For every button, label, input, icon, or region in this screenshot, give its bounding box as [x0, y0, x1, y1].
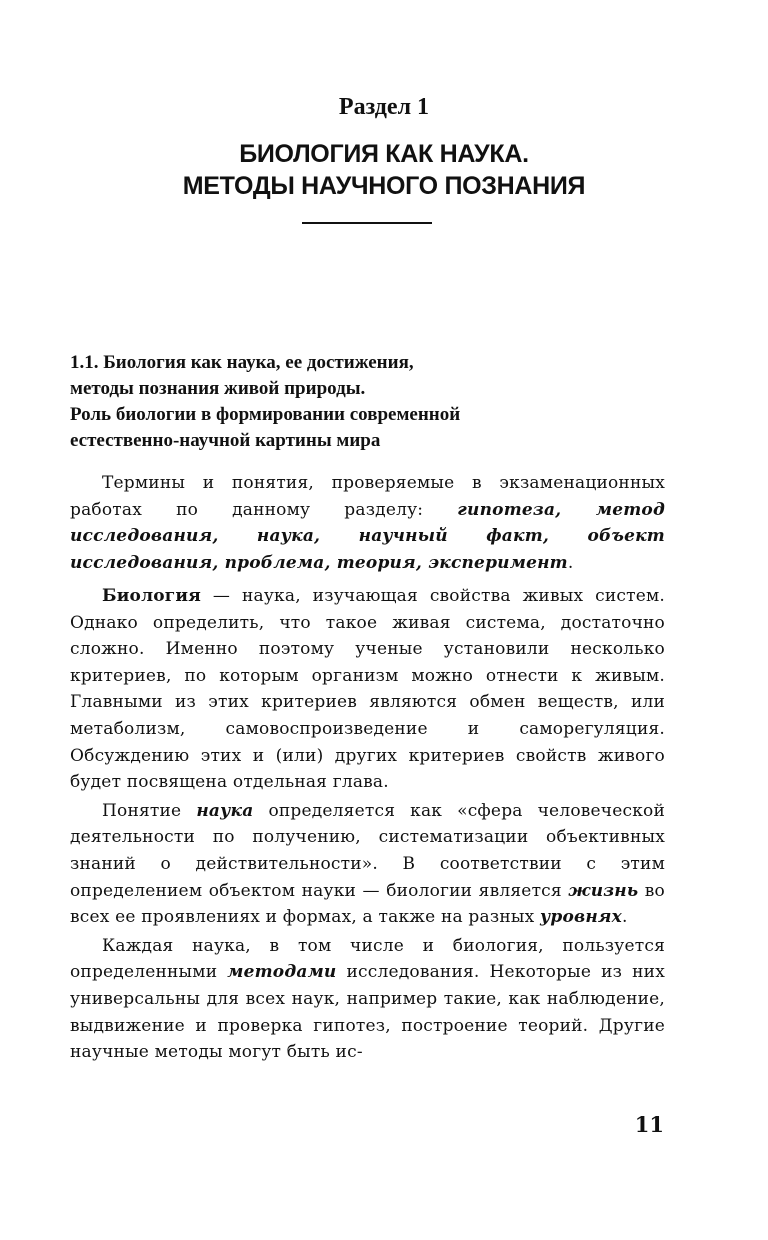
- term-levels: уровнях: [539, 907, 623, 928]
- section-title-line-2: МЕТОДЫ НАУЧНОГО ПОЗНАНИЯ: [182, 172, 586, 200]
- subsection-heading-line-1: 1.1. Биология как наука, ее достижения,: [70, 352, 414, 373]
- subsection-heading-line-2: методы познания живой природы.: [70, 378, 366, 399]
- key-terms-paragraph: [70, 470, 665, 576]
- key-terms-lead: Термины и понятия, проверяемые в экзаменационных работах по данному разделу:: [70, 473, 665, 520]
- section-title: [0, 138, 768, 202]
- paragraph-science-text-3: во всех ее проявлениях и формах, а также на разных: [70, 880, 665, 928]
- paragraph-methods-text-2: исследования. Некоторые из них универсальны для всех наук, например такие, как наблюдение, выдвижение и проверка гипотез, построение теорий. Другие научные методы могут быть ис-: [70, 962, 665, 1063]
- paragraph-methods-text-1: Каждая наука, в том числе и биология, пользуется определенными: [70, 935, 665, 983]
- key-terms-list: гипотеза, метод исследования, наука, научный факт, объект исследования, проблема, теория, эксперимент: [70, 499, 665, 573]
- term-life: жизнь: [568, 880, 639, 901]
- paragraph-science: [70, 798, 665, 931]
- subsection-heading-line-4: естественно-научной картины мира: [70, 430, 381, 451]
- paragraph-science-text-4: .: [622, 907, 628, 928]
- section-title-line-1: БИОЛОГИЯ КАК НАУКА.: [239, 140, 529, 168]
- key-terms-end: .: [567, 552, 574, 573]
- term-biology: Биология: [102, 586, 201, 606]
- paragraph-biology-text: — наука, изучающая свойства живых систем. Однако определить, что такое живая система, достаточно сложно. Именно поэтому ученые установили несколько критериев, по которым организм можно отнести к живым. Главными из этих критериев являются обмен веществ, или метаболизм, самовоспроизведение и саморегуляция. Обсуждению этих и (или) других критериев свойств живого будет посвящена отдельная глава.: [70, 586, 665, 793]
- term-science: наука: [196, 800, 254, 821]
- title-divider: [302, 222, 432, 224]
- key-terms-text: [70, 470, 665, 576]
- paragraph-science-text-2: определяется как «сфера человеческой деятельности по получению, систематизации объективных знаний о действительности». В соответствии с этим определением объектом науки — биологии является: [70, 800, 665, 901]
- paragraph-biology: [70, 583, 665, 796]
- paragraph-methods: [70, 933, 665, 1066]
- paragraph-science-text-1: Понятие: [102, 800, 197, 821]
- subsection-heading-line-3: Роль биологии в формировании современной: [70, 404, 461, 425]
- section-label: Раздел 1: [338, 94, 430, 120]
- term-methods: методами: [227, 962, 337, 983]
- body-text: [70, 583, 665, 1066]
- subsection-heading: [70, 350, 700, 454]
- page-number: 11: [634, 1112, 664, 1137]
